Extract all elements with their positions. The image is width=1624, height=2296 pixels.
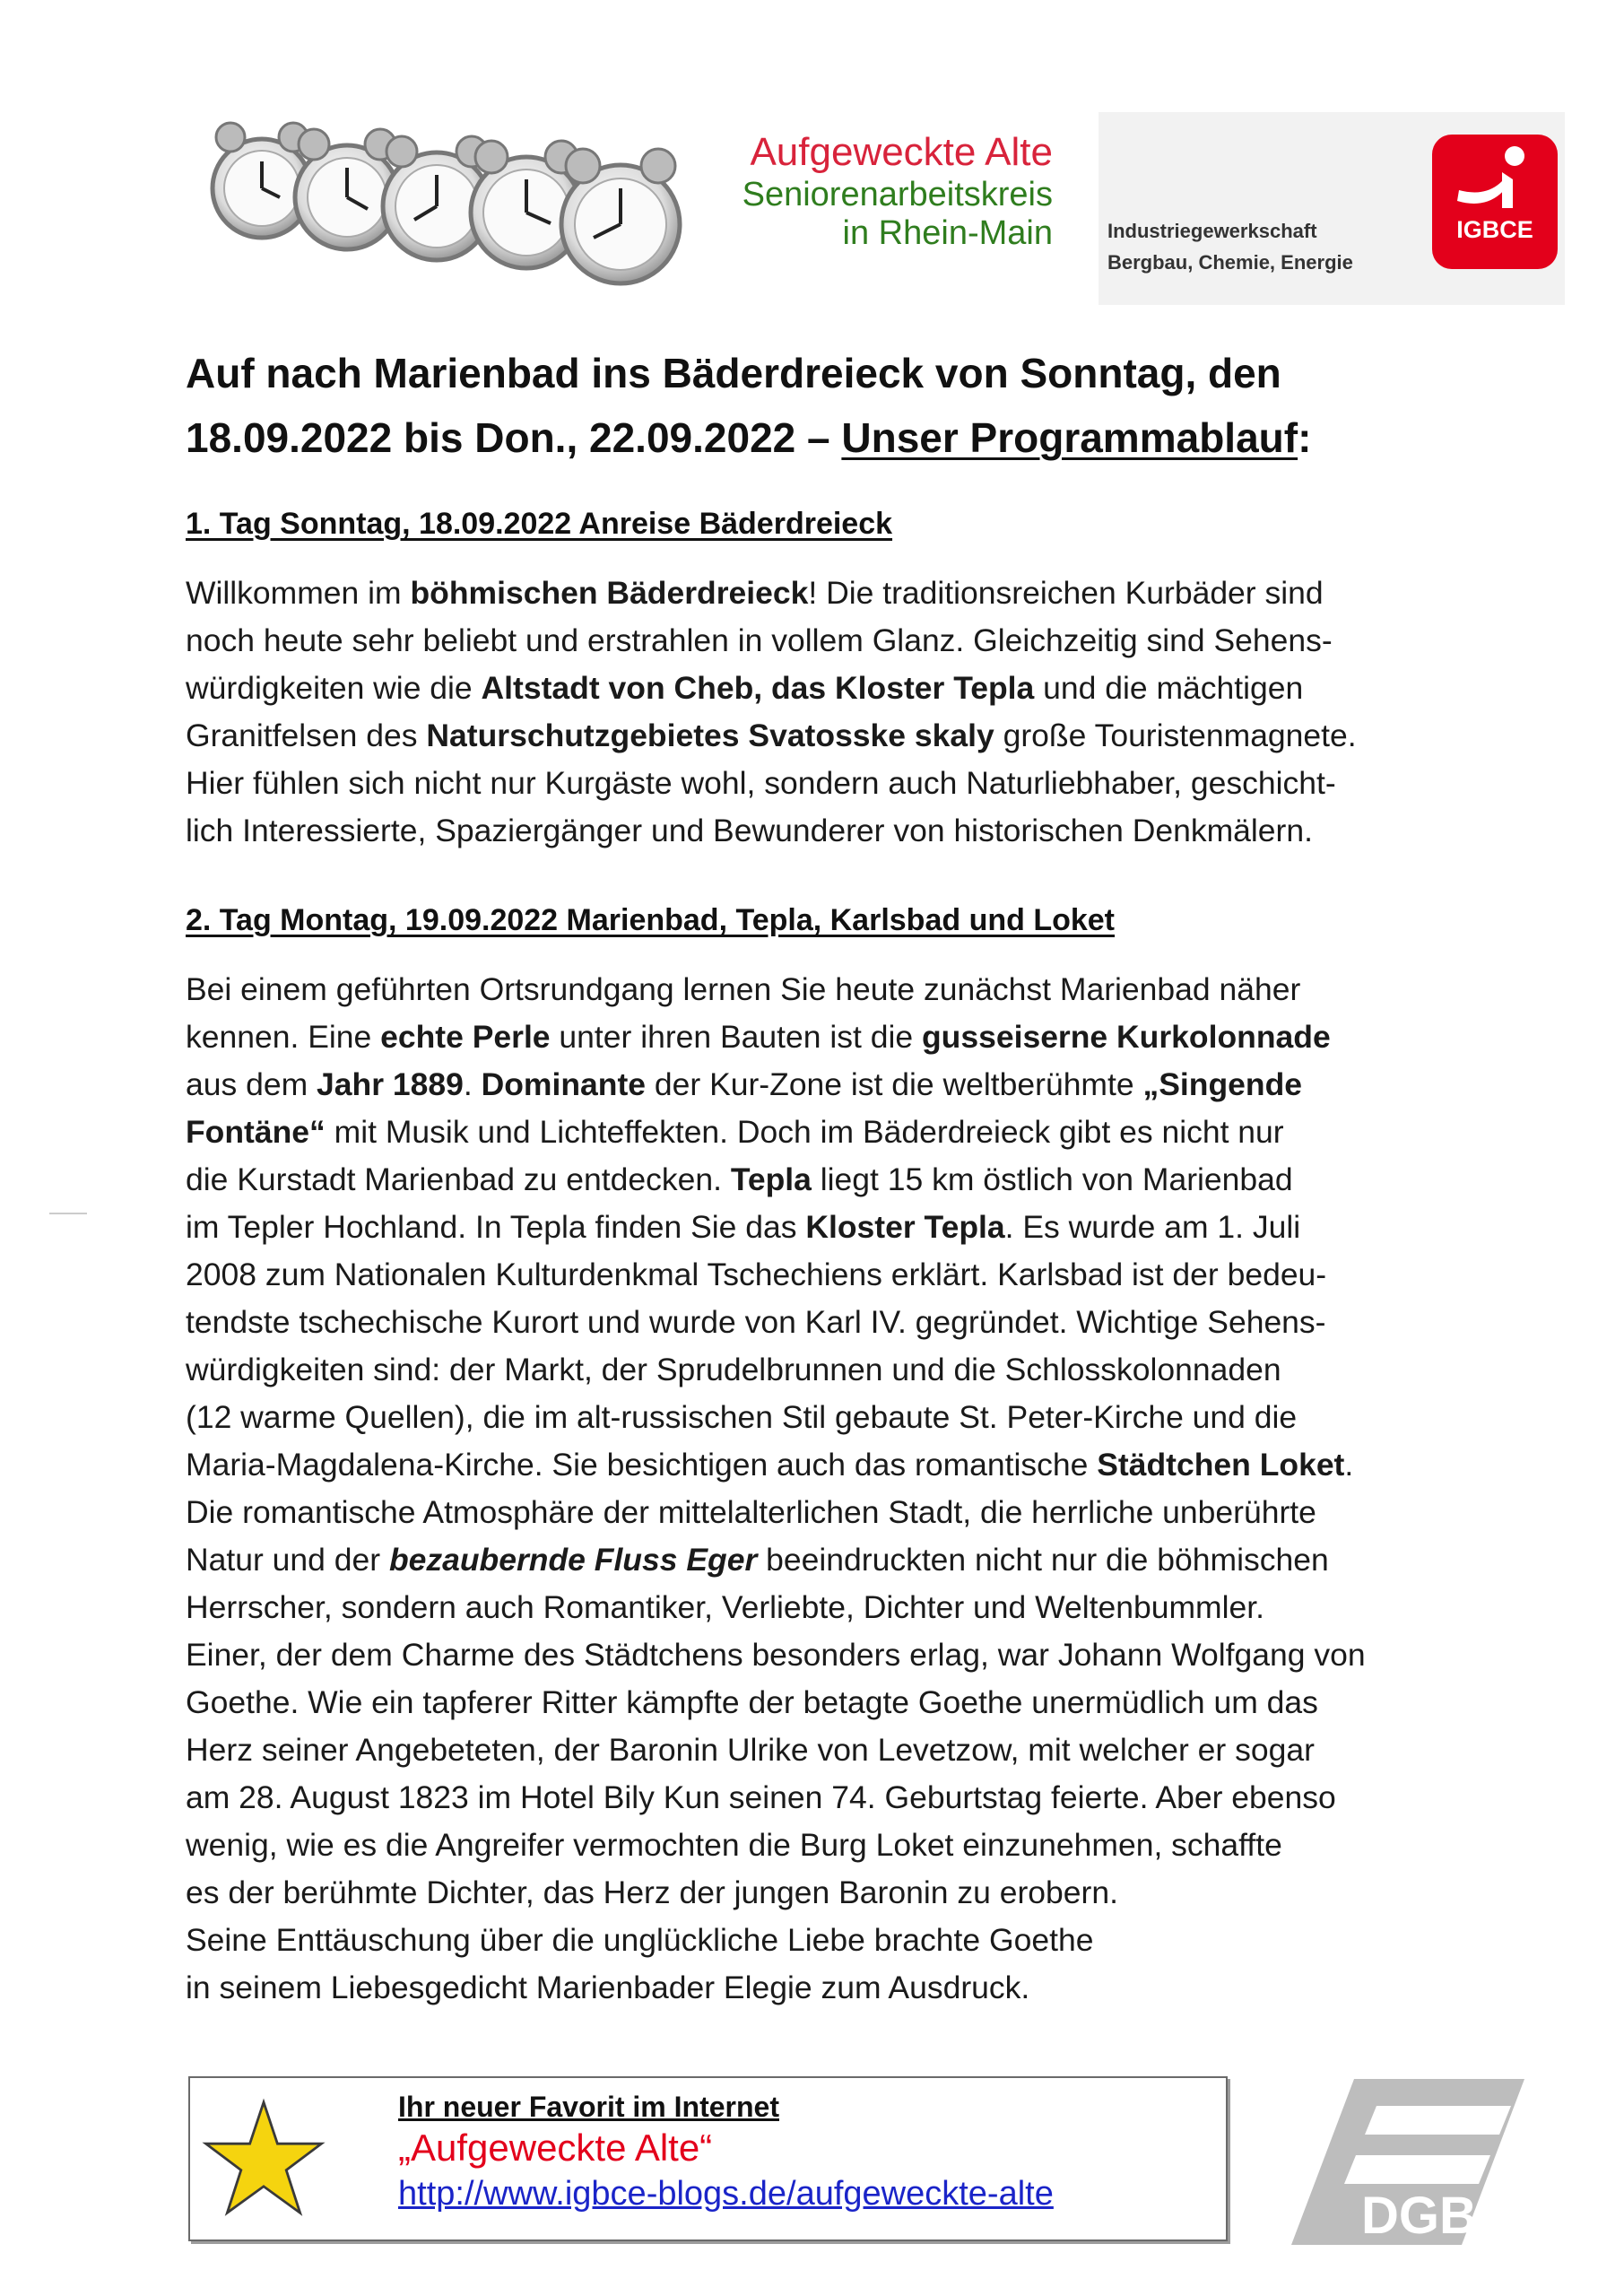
banner-title-line2: Seniorenarbeitskreis [742,175,1053,213]
favorite-blog-name: „Aufgeweckte Alte“ [398,2126,713,2169]
title-colon: : [1298,414,1312,461]
text-run: Goethe. Wie ein tapferer Ritter kämpfte der betagte Goethe unermüdlich um das [186,1684,1318,1720]
text-run: die Kurstadt Marienbad zu entdecken. [186,1161,731,1197]
day1-line [186,760,1477,807]
text-run: beeindruckten nicht nur die böhmischen [757,1542,1329,1578]
favorite-caption: Ihr neuer Favorit im Internet [398,2091,779,2123]
day1-line [186,665,1477,712]
margin-mark [49,1213,87,1214]
text-run: liegt 15 km östlich von Marienbad [811,1161,1293,1197]
day2-line [186,1964,1477,2012]
alarm-clocks-illustration [199,112,701,303]
day1-line [186,617,1477,665]
blog-url-link[interactable]: http://www.igbce-blogs.de/aufgeweckte-alte [398,2175,1054,2213]
day2-line [186,1013,1477,1061]
dgb-logo-label: DGB [1361,2187,1477,2245]
union-name [1107,215,1353,278]
day2-line [186,1679,1477,1726]
day2-line [186,966,1477,1013]
text-run: Herrscher, sondern auch Romantiker, Verliebte, Dichter und Weltenbummler. [186,1589,1264,1625]
bold-text-run: Naturschutzgebietes Svatosske skaly [426,718,994,753]
text-run: wenig, wie es die Angreifer vermochten die Burg Loket einzunehmen, schaffte [186,1827,1282,1863]
banner-title-line3: in Rhein-Main [842,214,1053,253]
day1-line [186,807,1477,855]
day2-heading: 2. Tag Montag, 19.09.2022 Marienbad, Tepla, Karlsbad und Loket [186,903,1116,937]
day1-heading: 1. Tag Sonntag, 18.09.2022 Anreise Bäderdreieck [186,507,893,541]
day1-line [186,712,1477,760]
text-run: im Tepler Hochland. In Tepla finden Sie das [186,1209,806,1245]
text-run: . [1344,1447,1354,1483]
day2-line [186,1774,1477,1822]
banner-title-line1: Aufgeweckte Alte [750,130,1053,174]
bold-text-run: Jahr 1889 [317,1066,464,1102]
day2-line [186,1299,1477,1346]
text-run: noch heute sehr beliebt und erstrahlen in vollem Glanz. Gleichzeitig sind Sehens- [186,622,1333,658]
text-run: Seine Enttäuschung über die unglückliche Liebe brachte Goethe [186,1922,1094,1958]
igbce-logo [1432,135,1558,269]
text-run: 2008 zum Nationalen Kulturdenkmal Tschechiens erklärt. Karlsbad ist der bedeu- [186,1257,1327,1292]
igbce-logo-label: IGBCE [1456,216,1533,243]
text-run: würdigkeiten sind: der Markt, der Sprudelbrunnen und die Schlosskolonnaden [186,1352,1281,1387]
text-run: mit Musik und Lichteffekten. Doch im Bäderdreieck gibt es nicht nur [325,1114,1284,1150]
day2-line [186,1109,1477,1156]
text-run: es der berühmte Dichter, das Herz der jungen Baronin zu erobern. [186,1874,1118,1910]
day2-line [186,1204,1477,1251]
text-run: Granitfelsen des [186,718,427,753]
bold-text-run: böhmischen Bäderdreieck [410,575,809,611]
banner-title [743,130,1053,254]
text-run: Maria-Magdalena-Kirche. Sie besichtigen auch das romantische [186,1447,1098,1483]
aufgeweckte-alte-banner [199,112,1062,303]
day2-line [186,1489,1477,1536]
day2-line [186,1726,1477,1774]
title-line1: Auf nach Marienbad ins Bäderdreieck von Sonntag, den [186,350,1281,396]
day2-line [186,1156,1477,1204]
favorite-banner[interactable] [188,2076,1228,2241]
day2-line [186,1394,1477,1441]
bold-text-run: Altstadt von Cheb, das Kloster Tepla [481,670,1035,706]
day2-line [186,1631,1477,1679]
text-run: Willkommen im [186,575,411,611]
text-run: Hier fühlen sich nicht nur Kurgäste wohl, sondern auch Naturliebhaber, geschicht- [186,765,1336,801]
text-run: würdigkeiten wie die [186,670,482,706]
day2-line [186,1536,1477,1584]
text-run: der Kur-Zone ist die weltberühmte [646,1066,1143,1102]
text-run: Natur und der [186,1542,389,1578]
bold-text-run: Fontäne“ [186,1114,326,1150]
text-run: lich Interessierte, Spaziergänger und Bewunderer von historischen Denkmälern. [186,813,1313,848]
day2-line [186,1917,1477,1964]
day1-paragraph [186,570,1477,855]
day2-line [186,1822,1477,1869]
bold-text-run: echte Perle [380,1019,551,1055]
text-run: . [463,1066,482,1102]
day2-line [186,1061,1477,1109]
text-run: tendste tschechische Kurort und wurde von Karl IV. gegründet. Wichtige Sehens- [186,1304,1326,1340]
text-run: Einer, der dem Charme des Städtchens besonders erlag, war Johann Wolfgang von [186,1637,1366,1673]
bold-text-run: Dominante [481,1066,647,1102]
text-run: (12 warme Quellen), die im alt-russischen Stil gebaute St. Peter-Kirche und die [186,1399,1298,1435]
day2-line [186,1441,1477,1489]
igbce-union-banner [1099,112,1565,305]
bold-text-run: gusseiserne Kurkolonnade [921,1019,1331,1055]
union-name-line2: Bergbau, Chemie, Energie [1107,251,1353,274]
text-run: am 28. August 1823 im Hotel Bily Kun seinen 74. Geburtstag feierte. Aber ebenso [186,1779,1336,1815]
igbce-figure-icon [1432,135,1558,224]
text-run: in seinem Liebesgedicht Marienbader Elegie zum Ausdruck. [186,1970,1030,2005]
title-line2-date: 18.09.2022 bis Don., 22.09.2022 – [186,414,842,461]
text-run: . Es wurde am 1. Juli [1004,1209,1301,1245]
bold-italic-text-run: bezaubernde Fluss Eger [388,1542,758,1578]
bold-text-run: Kloster Tepla [805,1209,1005,1245]
union-name-line1: Industriegewerkschaft [1107,220,1317,242]
text-run: große Touristenmagnete. [994,718,1357,753]
bold-text-run: Städtchen Loket [1097,1447,1345,1483]
dgb-logo [1291,2079,1524,2245]
day2-line [186,1346,1477,1394]
text-run: ! Die traditionsreichen Kurbäder sind [808,575,1324,611]
favorite-text [398,2089,1054,2216]
day2-paragraph [186,966,1477,2012]
title-programme-link: Unser Programmablauf [841,414,1298,461]
day1-line [186,570,1477,617]
day2-line [186,1584,1477,1631]
text-run: aus dem [186,1066,317,1102]
text-run: Herz seiner Angebeteten, der Baronin Ulrike von Levetzow, mit welcher er sogar [186,1732,1315,1768]
bold-text-run: „Singende [1142,1066,1303,1102]
text-run: unter ihren Bauten ist die [550,1019,922,1055]
bold-text-run: Tepla [730,1161,812,1197]
day2-line [186,1251,1477,1299]
text-run: Die romantische Atmosphäre der mittelalterlichen Stadt, die herrliche unberührte [186,1494,1316,1530]
alarm-clock-icon [561,149,680,283]
document-body [186,341,1477,2012]
text-run: kennen. Eine [186,1019,381,1055]
day2-line [186,1869,1477,1917]
document-title [186,341,1477,470]
text-run: und die mächtigen [1034,670,1304,706]
star-icon [201,2096,326,2222]
text-run: Bei einem geführten Ortsrundgang lernen Sie heute zunächst Marienbad näher [186,971,1301,1007]
